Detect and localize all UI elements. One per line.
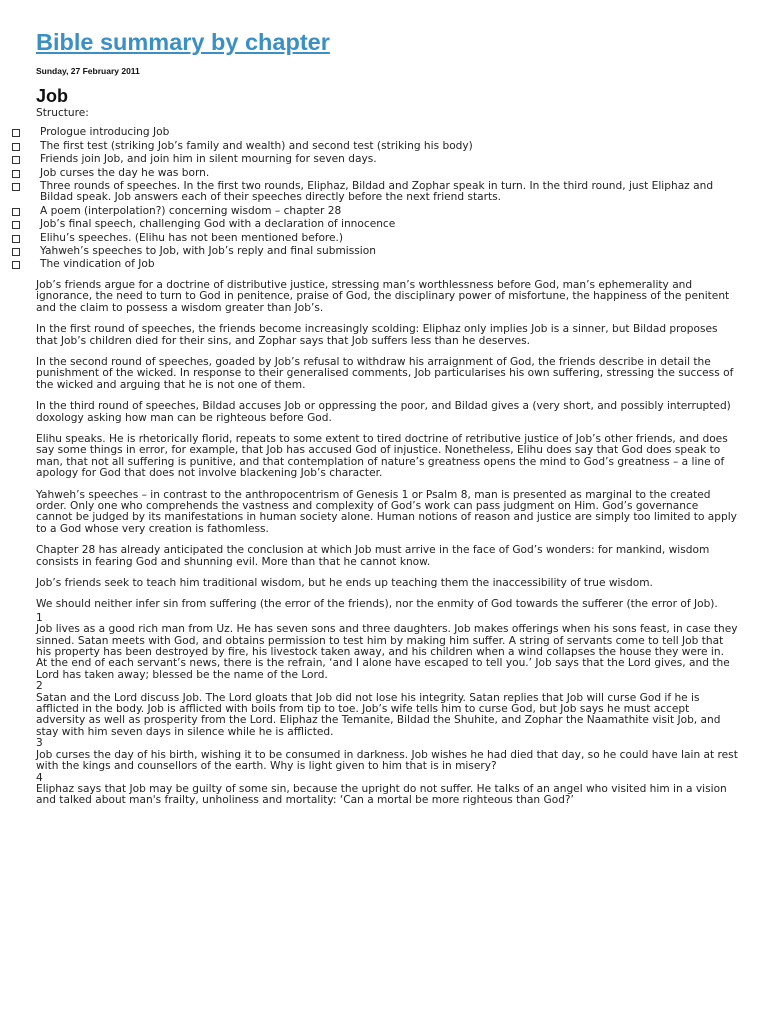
- square-bullet-icon: [12, 129, 20, 137]
- body-paragraph: In the third round of speeches, Bildad accuses Job or oppressing the poor, and Bildad gives a (very short, and possibly interrupted) doxology asking how man can be righteous before God.: [36, 400, 731, 424]
- chapter-summary: Eliphaz says that Job may be guilty of some sin, because the upright do not suffer. He talks of an angel who visited him in a vision and talked about man's frailty, unholiness and mortality: ‘Can a mortal be more righteous than God?’: [36, 782, 727, 807]
- outline-item: [12, 259, 740, 270]
- outline-item-text: The first test (striking Job’s family and wealth) and second test (striking his body): [40, 139, 473, 152]
- chapter-number: 1: [36, 611, 43, 624]
- outline-item: [12, 219, 740, 230]
- body-paragraph: Chapter 28 has already anticipated the conclusion at which Job must arrive in the face of God’s wonders: for mankind, wisdom consists in fearing God and shunning evil. More than that he cannot know.: [36, 544, 710, 568]
- outline-item: [12, 246, 740, 257]
- square-bullet-icon: [12, 248, 20, 256]
- chapter-summaries: [36, 613, 738, 807]
- outline-item-text: Yahweh’s speeches to Job, with Job’s reply and final submission: [40, 245, 376, 258]
- body-paragraph: Job’s friends seek to teach him traditional wisdom, but he ends up teaching them the inaccessibility of true wisdom.: [36, 577, 653, 589]
- chapter-summary: Satan and the Lord discuss Job. The Lord gloats that Job did not lose his integrity. Satan replies that Job will curse God if he is afflicted in the body. Job is afflicted with boils from tip to toe. Job’s wife tells him to curse God, but Job says he must accept adversity as well as prosperity from the Lord. Eliphaz the Temanite, Bildad the Shuhite, and Zophar the Naamathite visit Job, and stay with him seven days in silence while he is afflicted.: [36, 691, 721, 738]
- chapter-number: 4: [36, 771, 43, 784]
- outline-item-text: Elihu’s speeches. (Elihu has not been mentioned before.): [40, 231, 344, 244]
- chapter-number: 2: [36, 680, 43, 693]
- outline-item: [12, 168, 740, 179]
- body-paragraph: Job’s friends argue for a doctrine of distributive justice, stressing man’s worthlessness before God, man’s ephemerality and ignorance, the need to turn to God in penitence, praise of God, the disciplinary power of misfortune, the happiness of the penitent and the claim to possess a wisdom greater than Job’s.: [36, 278, 730, 314]
- outline-item: [12, 141, 740, 152]
- post-title: Job: [36, 86, 69, 106]
- outline-item-text: A poem (interpolation?) concerning wisdom – chapter 28: [40, 204, 342, 217]
- square-bullet-icon: [12, 261, 20, 269]
- square-bullet-icon: [12, 183, 20, 191]
- outline-item-text: Job curses the day he was born.: [40, 166, 210, 179]
- blog-title-link[interactable]: Bible summary by chapter: [36, 29, 330, 55]
- outline-item: [12, 127, 740, 138]
- chapter-summary: Job curses the day of his birth, wishing it to be consumed in darkness. Job wishes he had died that day, so he could have lain at rest with the kings and counsellors of the earth. Why is light given to him that is in misery?: [36, 748, 738, 773]
- square-bullet-icon: [12, 208, 20, 216]
- chapter-number: 3: [36, 737, 43, 750]
- outline-item: [12, 181, 740, 204]
- outline-item: [12, 233, 740, 244]
- outline-item: [12, 154, 740, 165]
- body-paragraph: Elihu speaks. He is rhetorically florid, repeats to some extent to tired doctrine of retributive justice of Job’s other friends, and does say some things in error, for example, that Job has accused God of injustice. Nonetheless, Elihu does say that God does speak to man, that not all suffering is punitive, and that contemplation of nature’s greatness opens the mind to God’s greatness – a line of apology for God that does not involve blackening Job’s character.: [36, 432, 728, 480]
- outline-list: [12, 127, 740, 270]
- square-bullet-icon: [12, 221, 20, 229]
- square-bullet-icon: [12, 156, 20, 164]
- outline-item-text: Friends join Job, and join him in silent mourning for seven days.: [40, 153, 377, 166]
- post-date: Sunday, 27 February 2011: [36, 66, 140, 76]
- outline-item-text: Prologue introducing Job: [40, 126, 170, 139]
- post-body: [36, 108, 738, 807]
- square-bullet-icon: [12, 170, 20, 178]
- chapter-summary: Job lives as a good rich man from Uz. He has seven sons and three daughters. Job makes offerings when his sons feast, in case they sinned. Satan meets with God, and obtains permission to test him by making him suffer. A string of servants come to tell Job that his property has been destroyed by fire, his livestock taken away, and his children when a wind collapses the house they were in. At the end of each servant’s news, there is the refrain, ‘and I alone have escaped to tell you.’ Job says that the Lord gives, and the Lord has taken away; blessed be the name of the Lord.: [36, 623, 738, 681]
- body-paragraph: We should neither infer sin from suffering (the error of the friends), nor the enmity of God towards the sufferer (the error of Job).: [36, 598, 718, 611]
- structure-label: Structure:: [36, 107, 89, 119]
- body-paragraph: Yahweh’s speeches – in contrast to the anthropocentrism of Genesis 1 or Psalm 8, man is presented as marginal to the created order. Only one who comprehends the vastness and complexity of God’s work can pass judgment on Him. God’s governance cannot be judged by its manifestations in human society alone. Human notions of reason and justice are simply too limited to apply to a God whose very creation is fathomless.: [36, 488, 737, 535]
- square-bullet-icon: [12, 143, 20, 151]
- outline-item: [12, 206, 740, 217]
- outline-item-text: Three rounds of speeches. In the first two rounds, Eliphaz, Bildad and Zophar speak in turn. In the third round, just Eliphaz and Bildad speak. Job answers each of their speeches directly before the next friend starts.: [40, 180, 714, 204]
- outline-item-text: Job’s final speech, challenging God with a declaration of innocence: [40, 218, 396, 231]
- outline-item-text: The vindication of Job: [40, 258, 155, 271]
- body-paragraph: In the first round of speeches, the friends become increasingly scolding: Eliphaz only implies Job is a sinner, but Bildad proposes that Job’s children died for their sins, and Zophar says that Job suffers less than he deserves.: [36, 323, 718, 347]
- body-paragraph: In the second round of speeches, goaded by Job’s refusal to withdraw his arraignment of God, the friends describe in detail the punishment of the wicked. In response to their generalised comments, Job particularises his own suffering, stressing the success of the wicked and arguing that he is not one of them.: [36, 355, 734, 391]
- square-bullet-icon: [12, 235, 20, 243]
